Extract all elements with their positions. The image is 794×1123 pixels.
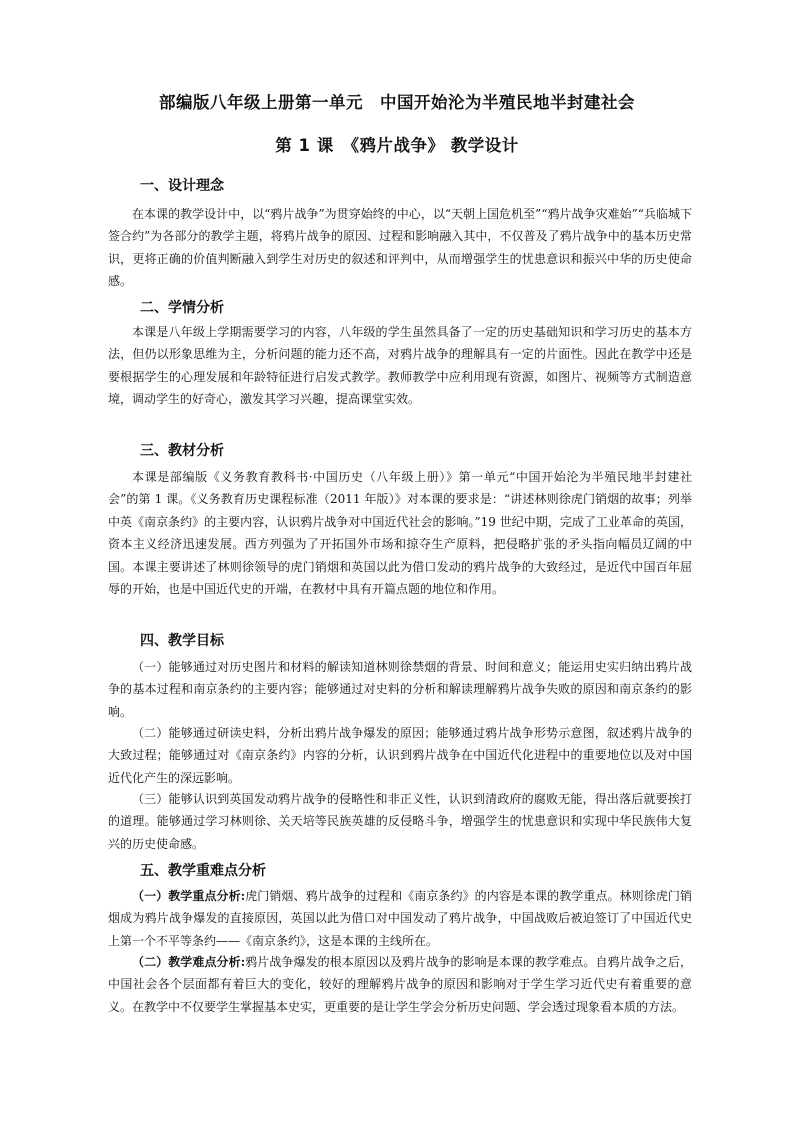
section-heading-teaching-goals: 四、教学目标 <box>140 633 224 649</box>
paragraph-design-concept: 在本课的教学设计中，以“鸦片战争”为贯穿始终的中心，以“天朝上国危机至”“鸦片战争灾难始”“兵临城下签合约”为各部分的教学主题，将鸦片战争的原因、过程和影响融入其中，不仅普及了鸦片战争中的基本历史常识，更将正确的价值判断融入到学生对历史的叙述和评判中，从而增强学生的忧患意识和振兴中华的历史使命感。 <box>108 207 692 289</box>
section-heading-student-analysis: 二、学情分析 <box>140 300 224 316</box>
document-title: 部编版八年级上册第一单元 中国开始沦为半殖民地半封建社会 <box>159 93 635 112</box>
paragraph-difficult-points <box>108 951 692 1018</box>
paragraph-goal-1: （一）能够通过对历史图片和材料的解读知道林则徐禁烟的背景、时间和意义；能运用史实归纳出鸦片战争的基本过程和南京条约的主要内容；能够通过对史料的分析和解读理解鸦片战争失败的原因和南京条约的影响。 <box>108 660 692 719</box>
section-heading-key-difficult-points: 五、教学重难点分析 <box>140 863 266 879</box>
lesson-title: 第 1 课 《鸦片战争》 教学设计 <box>275 136 519 155</box>
paragraph-student-analysis: 本课是八年级上学期需要学习的内容，八年级的学生虽然具备了一定的历史基础知识和学习历史的基本方法，但仍以形象思维为主，分析问题的能力还不高，对鸦片战争的理解具有一定的片面性。因此在教学中还是要根据学生的心理发展和年龄特征进行启发式教学。教师教学中应利用现有资源，如图片、视频等方式制造意境，调动学生的好奇心，激发其学习兴趣，提高课堂实效。 <box>108 325 692 407</box>
difficult-points-label: （二）教学难点分析: <box>132 955 246 969</box>
paragraph-textbook-analysis: 本课是部编版《义务教育教科书·中国历史（八年级上册）》第一单元“中国开始沦为半殖民地半封建社会”的第 1 课。《义务教育历史课程标准（2011 年版）》对本课的要求是：“讲述林则徐虎门销烟的故事；列举中英《南京条约》的主要内容，认识鸦片战争对中国近代社会的影响。”19 世纪中期，完成了工业革命的英国，资本主义经济迅速发展。西方列强为了开拓国外市场和掠夺生产原料，把侵略扩张的矛头指向幅员辽阔的中国。本课主要讲述了林则徐领导的虎门销烟和英国以此为借口发动的鸦片战争的大致经过，是近代中国百年屈辱的开始，也是中国近代史的开端，在教材中具有开篇点题的地位和作用。 <box>108 470 692 597</box>
paragraph-goal-3: （三）能够认识到英国发动鸦片战争的侵略性和非正义性，认识到清政府的腐败无能，得出落后就要挨打的道理。能够通过学习林则徐、关天培等民族英雄的反侵略斗争，增强学生的忧患意识和实现中华民族伟大复兴的历史使命感。 <box>108 792 692 851</box>
difficult-points-text: 鸦片战争爆发的根本原因以及鸦片战争的影响是本课的教学难点。自鸦片战争之后，中国社会各个层面都有着巨大的变化，较好的理解鸦片战争的原因和影响对于学生学习近代史有着重要的意义。在教学中不仅要学生掌握基本史实，更重要的是让学生学会分析历史问题、学会透过现象看本质的方法。 <box>108 955 692 1014</box>
paragraph-key-points <box>108 885 692 952</box>
key-points-label: （一）教学重点分析: <box>132 889 246 903</box>
paragraph-goal-2: （二）能够通过研读史料，分析出鸦片战争爆发的原因；能够通过鸦片战争形势示意图，叙述鸦片战争的大致过程；能够通过对《南京条约》内容的分析，认识到鸦片战争在中国近代化进程中的重要地位以及对中国近代化产生的深远影响。 <box>108 726 692 785</box>
section-heading-design-concept: 一、设计理念 <box>140 178 224 194</box>
section-heading-textbook-analysis: 三、教材分析 <box>140 443 224 459</box>
key-points-text: 虎门销烟、鸦片战争的过程和《南京条约》的内容是本课的教学重点。林则徐虎门销烟成为鸦片战争爆发的直接原因，英国以此为借口对中国发动了鸦片战争，中国战败后被迫签订了中国近代史上第一个不平等条约——《南京条约》，这是本课的主线所在。 <box>108 889 692 948</box>
